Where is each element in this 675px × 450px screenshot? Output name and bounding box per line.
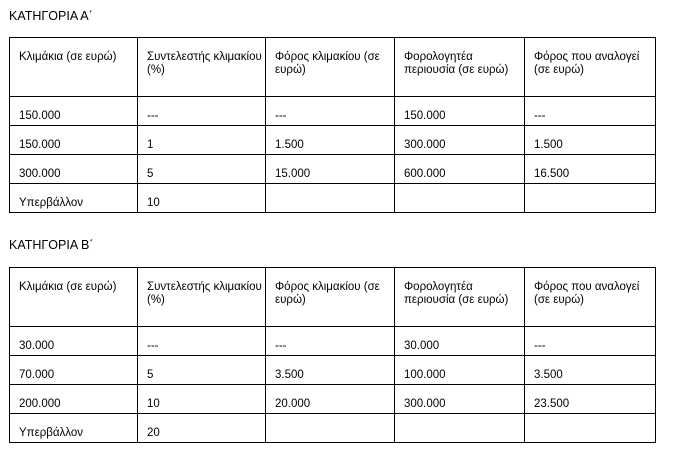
header-bracket-rate: Συντελεστής κλιμακίου (%)	[138, 38, 266, 97]
category-a-title: ΚΑΤΗΓΟΡΙΑ Α΄	[9, 9, 93, 23]
table-cell: 150.000	[10, 97, 138, 126]
table-row	[10, 155, 656, 184]
table-cell: 300.000	[395, 385, 525, 414]
header-brackets: Κλιμάκια (σε ευρώ)	[10, 38, 138, 97]
table-cell: 150.000	[395, 97, 525, 126]
table-cell: 10	[138, 385, 266, 414]
table-cell: 30.000	[10, 327, 138, 356]
table-cell	[395, 184, 525, 213]
table-header-row	[10, 268, 656, 327]
category-b-table	[9, 267, 656, 443]
table-cell: 150.000	[10, 126, 138, 155]
table-cell: 1	[138, 126, 266, 155]
table-cell	[395, 414, 525, 443]
table-header-row	[10, 38, 656, 97]
table-cell: ---	[138, 97, 266, 126]
header-taxable-property: Φορολογητέα περιουσία (σε ευρώ)	[395, 268, 525, 327]
table-cell: 5	[138, 356, 266, 385]
table-cell: 5	[138, 155, 266, 184]
table-cell: 1.500	[525, 126, 656, 155]
table-cell	[525, 414, 656, 443]
table-cell	[266, 184, 395, 213]
header-bracket-tax: Φόρος κλιμακίου (σε ευρώ)	[266, 268, 395, 327]
table-cell: 20	[138, 414, 266, 443]
table-cell: ---	[266, 327, 395, 356]
table-cell: 200.000	[10, 385, 138, 414]
header-brackets: Κλιμάκια (σε ευρώ)	[10, 268, 138, 327]
table-cell: 23.500	[525, 385, 656, 414]
table-cell: 300.000	[395, 126, 525, 155]
table-cell: ---	[525, 327, 656, 356]
table-cell: ---	[525, 97, 656, 126]
table-row	[10, 327, 656, 356]
table-cell: 3.500	[525, 356, 656, 385]
header-bracket-rate: Συντελεστής κλιμακίου (%)	[138, 268, 266, 327]
header-bracket-tax: Φόρος κλιμακίου (σε ευρώ)	[266, 38, 395, 97]
table-row	[10, 97, 656, 126]
table-row	[10, 184, 656, 213]
table-cell	[525, 184, 656, 213]
table-row	[10, 385, 656, 414]
table-cell: 300.000	[10, 155, 138, 184]
table-cell	[266, 414, 395, 443]
table-cell: 600.000	[395, 155, 525, 184]
table-cell: 3.500	[266, 356, 395, 385]
table-cell: 16.500	[525, 155, 656, 184]
table-cell: 70.000	[10, 356, 138, 385]
category-a-table	[9, 37, 656, 213]
table-row	[10, 356, 656, 385]
table-cell: Υπερβάλλον	[10, 414, 138, 443]
table-cell: 100.000	[395, 356, 525, 385]
table-cell: 20.000	[266, 385, 395, 414]
table-cell: ---	[138, 327, 266, 356]
table-cell: 1.500	[266, 126, 395, 155]
header-taxable-property: Φορολογητέα περιουσία (σε ευρώ)	[395, 38, 525, 97]
table-cell: 30.000	[395, 327, 525, 356]
table-cell: Υπερβάλλον	[10, 184, 138, 213]
table-cell: 10	[138, 184, 266, 213]
category-b-title: ΚΑΤΗΓΟΡΙΑ Β΄	[9, 238, 94, 252]
table-row	[10, 414, 656, 443]
table-cell: ---	[266, 97, 395, 126]
table-cell: 15.000	[266, 155, 395, 184]
header-tax-due: Φόρος που αναλογεί (σε ευρώ)	[525, 38, 656, 97]
header-tax-due: Φόρος που αναλογεί (σε ευρώ)	[525, 268, 656, 327]
table-row	[10, 126, 656, 155]
